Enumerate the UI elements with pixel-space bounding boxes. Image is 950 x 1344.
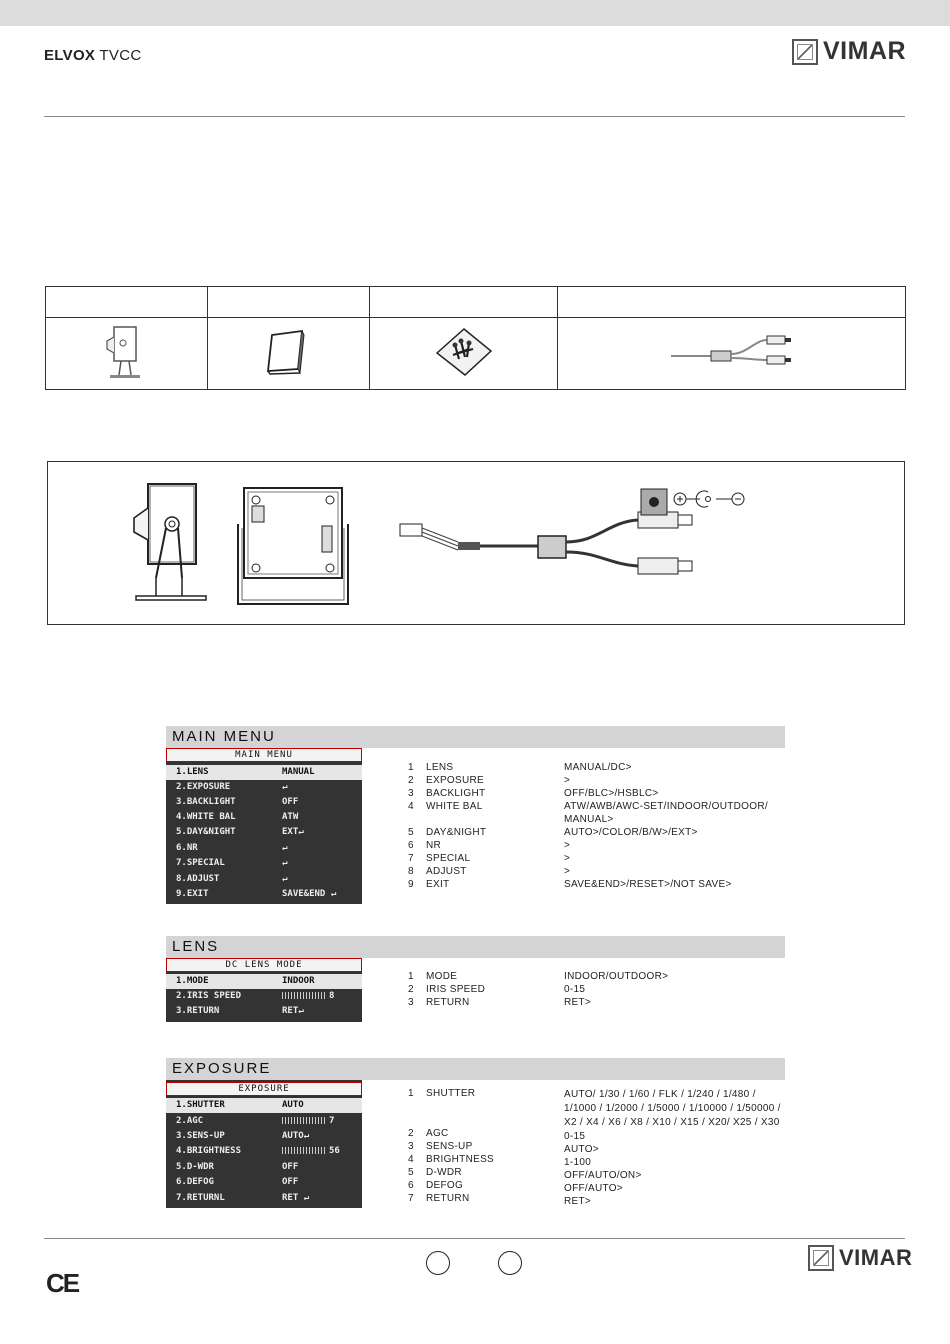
osd-row: 2.IRIS SPEED 8 [176, 991, 335, 1001]
brand-label: ELVOX TVCC [44, 47, 142, 64]
osd-row: 3.SENS-UP AUTO↵ [176, 1131, 310, 1141]
camera-side-view-icon [126, 478, 216, 608]
circle-mark-icon [498, 1251, 522, 1275]
level-bar [282, 992, 326, 999]
footer-divider [44, 1238, 905, 1239]
circle-mark-icon [426, 1251, 450, 1275]
osd-row: 4.BRIGHTNESS 56 [176, 1146, 340, 1156]
osd-row: 5.DAY&NIGHT EXT↵ [176, 827, 304, 837]
osd-title: DC LENS MODE [166, 958, 362, 972]
screws-cell [369, 318, 557, 390]
table-header-cell [46, 287, 208, 318]
camera-icon [96, 321, 156, 381]
cable-icon [667, 326, 797, 376]
osd-title: EXPOSURE [166, 1082, 362, 1096]
connections-diagram [47, 461, 905, 625]
main-menu-section: MAIN MENU MAIN MENU 1.LENS MANUAL 2.EXPOSURE ↵ 3.BACKLIGHT OFF 4.WHITE BAL ATW 5.DAY&NIGHT EXT↵ 6.NR ↵ 7.SPECIAL ↵ 8.ADJUST ↵ 9.EXIT SAVE&END ↵ 1 LENS MANUAL/DC> 2 EXPOSURE > 3 BACKLIGHT OFF/BLC>/HSBLC> 4 WHITE BAL ATW/AWB/AWC-SET/INDOOR/OUTDOOR/ MANUAL> 5 DAY&NIGHT AUTO>/COLOR/B/W>/EXT> 6 NR > 7 SPECIAL > 8 ADJUST > 9 EXIT SAVE&END>/RESET>/NOT SAVE> [166, 726, 785, 904]
cable-cell [558, 318, 906, 390]
osd-row: 7.SPECIAL ↵ [176, 858, 288, 868]
osd-row: 1.SHUTTER AUTO [166, 1098, 362, 1113]
package-contents-table [45, 286, 906, 390]
osd-row: 3.RETURN RET↵ [176, 1006, 304, 1016]
osd-row: 8.ADJUST ↵ [176, 874, 288, 884]
level-bar [282, 1117, 326, 1124]
footer-vimar-logo: VIMAR [808, 1245, 912, 1271]
top-bar [0, 0, 950, 26]
harness-cable-icon [398, 502, 718, 592]
header-divider [44, 116, 905, 117]
power-jack-icon [640, 488, 670, 518]
level-bar [282, 1147, 326, 1154]
section-title: LENS [166, 936, 785, 958]
osd-row: 7.RETURNL RET ↵ [176, 1193, 310, 1203]
cover-plate-icon [258, 321, 318, 381]
osd-row: 5.D-WDR OFF [176, 1162, 299, 1172]
osd-row: 6.NR ↵ [176, 843, 288, 853]
cover-cell [207, 318, 369, 390]
osd-row: 2.EXPOSURE ↵ [176, 782, 288, 792]
osd-row: 4.WHITE BAL ATW [176, 812, 299, 822]
osd-row: 3.BACKLIGHT OFF [176, 797, 299, 807]
osd-main-menu [166, 748, 362, 904]
vimar-logo-icon [792, 39, 818, 65]
screws-bag-icon [429, 321, 499, 381]
table-header-cell [558, 287, 906, 318]
table-header-cell [369, 287, 557, 318]
camera-rear-view-icon [234, 484, 354, 609]
osd-exposure-menu [166, 1080, 362, 1208]
vimar-logo: VIMAR [792, 37, 906, 66]
osd-row: 1.LENS MANUAL [166, 765, 362, 780]
osd-row: 6.DEFOG OFF [176, 1177, 299, 1187]
table-header-cell [207, 287, 369, 318]
section-title: MAIN MENU [166, 726, 785, 748]
osd-row: 1.MODE INDOOR [166, 974, 362, 989]
osd-title: MAIN MENU [166, 748, 362, 762]
vimar-logo-icon [808, 1245, 834, 1271]
osd-row: 9.EXIT SAVE&END ↵ [176, 889, 337, 899]
lens-menu-section: LENS DC LENS MODE 1.MODE INDOOR 2.IRIS SPEED 8 3.RETURN RET↵ 1 MODE INDOOR/OUTDOOR> 2 IRIS SPEED 0-15 3 RETURN RET> [166, 936, 785, 1022]
osd-row: 2.AGC 7 [176, 1116, 335, 1126]
osd-lens-menu [166, 958, 362, 1022]
section-title: EXPOSURE [166, 1058, 785, 1080]
exposure-menu-section: EXPOSURE EXPOSURE 1.SHUTTER AUTO 2.AGC 7 3.SENS-UP AUTO↵ 4.BRIGHTNESS 56 5.D-WDR OFF 6.DEFOG OFF 7.RETURNL RET ↵ 1 SHUTTER AUTO/ 1/30 / 1/60 / FLK / 1/240 / 1/480 / 1/1000 / 1/2000 / 1/5000 / 1/10000 / 1/50000 / X2 / X4 / X6 / X8 / X10 / X15 / X20/ X25 / X30 2 AGC 0-15 3 SENS-UP AUTO> 4 BRIGHTNESS 1-100 5 D-WDR OFF/AUTO/ON> 6 DEFOG OFF/AUTO> 7 RETURN RET> [166, 1058, 785, 1208]
camera-cell [46, 318, 208, 390]
plus-center-minus-icon [672, 488, 748, 510]
ce-mark: CE [46, 1268, 79, 1298]
